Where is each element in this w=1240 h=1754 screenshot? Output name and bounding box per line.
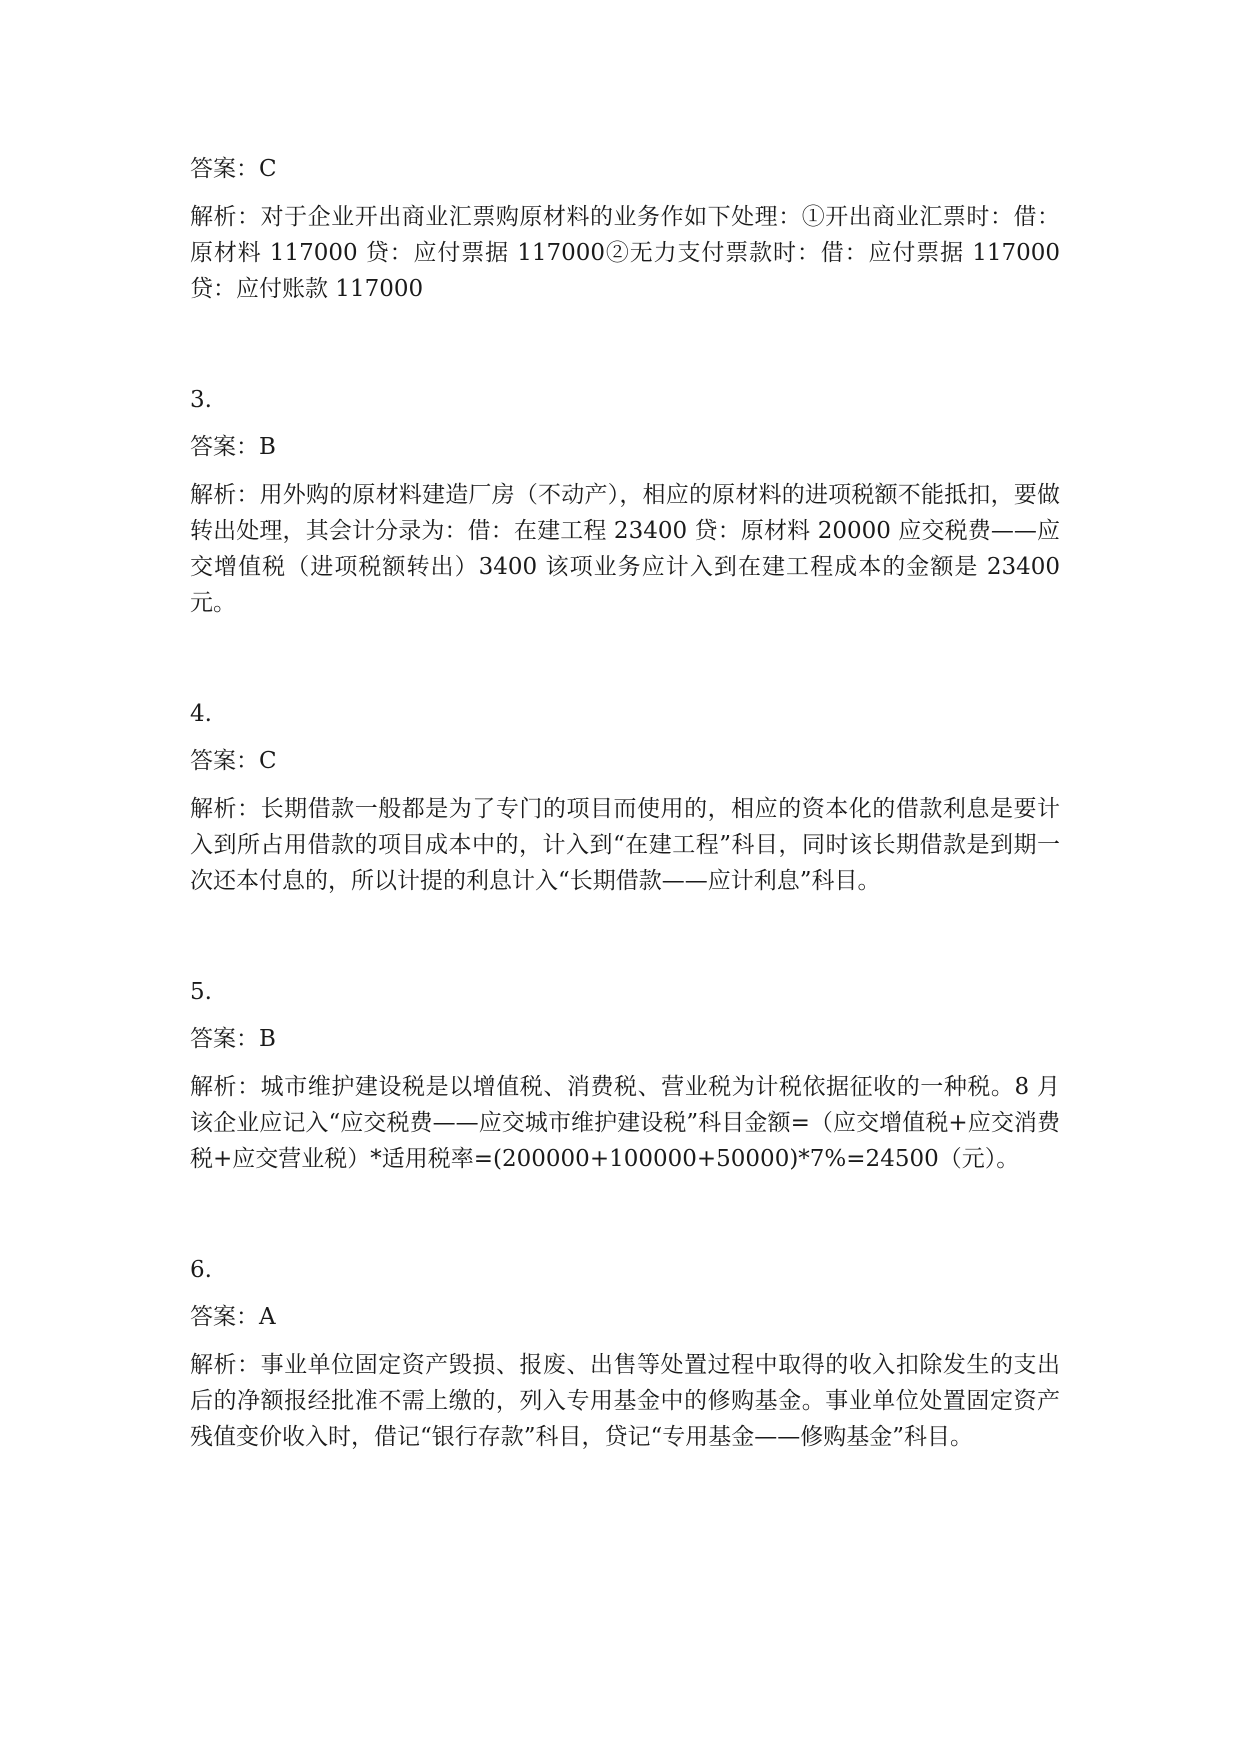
answer-item-2	[190, 152, 1060, 307]
question-number: 4.	[190, 701, 212, 727]
analysis-text: 解析：城市维护建设税是以增值税、消费税、营业税为计税依据征收的一种税。8 月该企业应记入“应交税费——应交城市维护建设税”科目金额=（应交增值税+应交消费税+应交营业税）*适用税率=(200000+100000+50000)*7%=24500（元）。	[190, 1074, 1060, 1172]
answer-line: 答案：B	[190, 1026, 276, 1052]
question-number: 5.	[190, 979, 212, 1005]
answer-line: 答案：B	[190, 434, 276, 460]
question-number: 6.	[190, 1257, 212, 1283]
analysis-text: 解析：用外购的原材料建造厂房（不动产），相应的原材料的进项税额不能抵扣，要做转出处理，其会计分录为：借：在建工程 23400 贷：原材料 20000 应交税费——应交增值税（进项税额转出）3400 该项业务应计入到在建工程成本的金额是 23400 元。	[190, 482, 1060, 616]
analysis-text: 解析：事业单位固定资产毁损、报废、出售等处置过程中取得的收入扣除发生的支出后的净额报经批准不需上缴的，列入专用基金中的修购基金。事业单位处置固定资产残值变价收入时，借记“银行存款”科目，贷记“专用基金——修购基金”科目。	[190, 1352, 1060, 1450]
answer-item-4	[190, 697, 1060, 899]
answer-line: 答案：C	[190, 748, 277, 774]
analysis-text: 解析：对于企业开出商业汇票购原材料的业务作如下处理：①开出商业汇票时：借：原材料 117000 贷：应付票据 117000②无力支付票款时：借：应付票据 117000 贷：应付账款 117000	[190, 204, 1060, 302]
answer-item-6	[190, 1253, 1060, 1455]
question-number: 3.	[190, 387, 212, 413]
answer-line: 答案：A	[190, 1304, 276, 1330]
analysis-text: 解析：长期借款一般都是为了专门的项目而使用的，相应的资本化的借款利息是要计入到所占用借款的项目成本中的，计入到“在建工程”科目，同时该长期借款是到期一次还本付息的，所以计提的利息计入“长期借款——应计利息”科目。	[190, 796, 1060, 894]
answer-item-3	[190, 383, 1060, 621]
answer-item-5	[190, 975, 1060, 1177]
answer-list	[190, 152, 1060, 1455]
answer-line: 答案：C	[190, 156, 277, 182]
